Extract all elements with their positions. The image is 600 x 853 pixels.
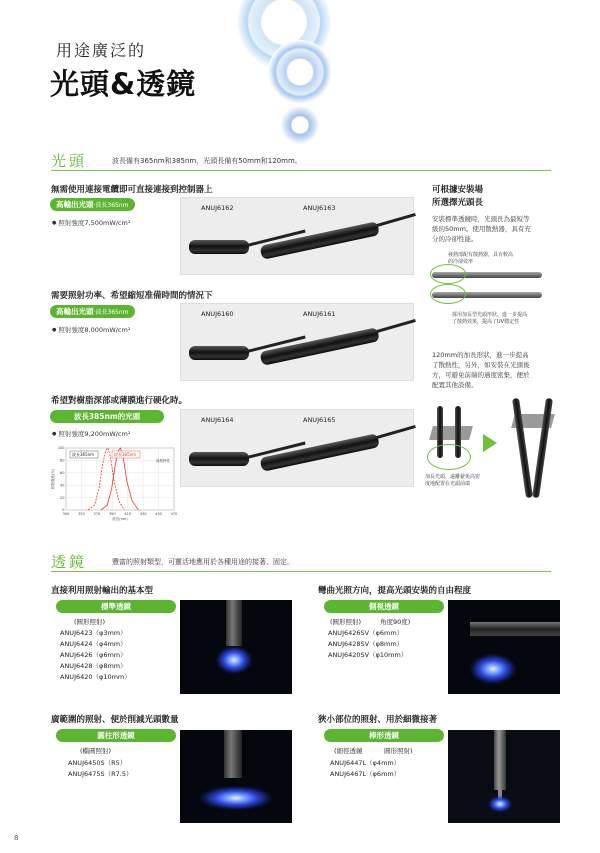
q1-sub: (圓形照射) [74,618,106,626]
note1-line: 的冷卻效率 [448,259,474,265]
right-text1-line: 分的冷卻性能。 [432,235,478,243]
q4-photo [448,730,560,823]
list-item: ANUJ6428SV（φ8mm） [328,640,404,648]
block1-bullet: ● 照射強度7,500mW/cm² [52,218,130,227]
block1-pill-sub: ‧波長365nm [93,202,129,209]
q3-light-spot [200,786,272,810]
note3-line: 度地配置在光頭前端 [425,481,471,487]
block3-photo [180,409,414,487]
right-text1-line: 級的50mm。使用散熱器，具有充 [432,225,531,233]
q4-sub1: (細徑透鏡 [334,747,363,755]
block2-bullet: ● 照射強度8,000mW/cm² [52,325,130,334]
block3-pill: 波長385nm的光頭 [50,410,164,423]
chart-x-tick: 350 [78,512,85,516]
q3-sub: (橢圓照射) [80,747,112,755]
q1-photo [180,600,292,694]
q4-heading: 狹小部位的照射、用於細微接著 [318,715,438,725]
list-item: ANUJ6423（φ3mm） [60,629,127,637]
block3-probe-long [260,433,380,472]
block1-pill-main: 高輸出光頭 [56,200,94,209]
list-item: ANUJ6428（φ8mm） [60,662,127,670]
q2-sub1: (圓形照射) [330,618,362,626]
q2-pill: 側視透鏡 [324,600,444,613]
q2-probe [470,622,560,636]
right-text2-line: 120mm的加長形狀，進一步提高 [432,351,529,359]
section-heads-rule [51,170,551,171]
placement-diagram [425,394,555,514]
block1-probe-long [260,221,380,260]
list-item: ANUJ6467L（φ6mm） [330,770,401,778]
block2-product-a: ANUJ6160 [201,310,234,318]
note2-line: 採用加長型光頭形狀，進一步提高 [452,312,528,318]
q2-photo [448,600,560,694]
chart-y-tick: 60 [60,471,65,475]
q2-sub2: 角度90度) [380,618,411,626]
q2-list [328,628,407,661]
page-title: 光頭&透鏡 [50,67,197,101]
block2-product-b: ANUJ6161 [303,310,336,318]
q1-list [60,628,131,683]
block1-pill [50,198,135,211]
block2-pill-sub: ‧波長365nm [93,309,129,316]
block3-probe-short [189,452,249,466]
page-number: 8 [14,834,19,842]
chart-y-tick: 100 [57,446,65,451]
section-lens-label: 透鏡 [51,553,88,571]
section-lens-desc: 豐富的照射類型，可靈活地應用於各種用途的接著、固定。 [112,558,294,566]
block1-probe-short [189,240,249,254]
q2-light-spot [470,654,516,684]
q2-heading: 彎曲光照方向，提高光頭安裝的自由程度 [318,586,472,596]
chart-legend-item: 波長365nm [72,452,95,457]
chart-x-tick: 390 [108,512,116,516]
decor-circle-small [281,106,319,144]
list-item: ANUJ6450S（R5） [68,759,127,767]
chart-y-tick: 40 [60,483,65,488]
block1-product-a: ANUJ6162 [201,204,234,212]
arrow-icon [483,434,497,452]
list-item: ANUJ6475S（R7.5） [68,770,133,778]
probe-right-b [532,398,553,498]
list-item: ANUJ6420SV（φ10mm） [328,651,408,659]
chart-y-label: 相對強度(%) [51,468,55,490]
q1-heading: 直接利用照射輸出的基本型 [51,586,154,596]
block2-probe-short [189,346,249,360]
note1-line: 發熱部配有散熱器，具有較高 [448,252,514,258]
highlight-ring-left [427,444,471,470]
block2-pill-main: 高輸出光頭 [56,307,94,316]
q3-photo [180,730,292,823]
chart-y-tick: 80 [60,458,65,463]
note2 [452,312,527,326]
note2-line: 了散熱效果，提高了UV穩定性 [452,319,520,325]
right-text2-line: 了散熱性，另外，如安裝在光頭後 [432,361,530,369]
spectrum-chart [50,444,180,526]
section-heads-label: 光頭 [51,152,88,170]
block3-cable-long [377,425,416,439]
chart-legend-item: 波長385nm [114,452,137,457]
right-text2-line: 方，可避免前端的過度密集，便於 [432,371,530,379]
chart-x-tick: 370 [93,512,101,516]
right-text2 [432,350,530,390]
block2-probe-long [260,327,380,366]
right-text1 [432,214,531,244]
q3-pill: 圓柱形透鏡 [56,729,176,742]
list-item: ANUJ6426（φ6mm） [60,651,127,659]
right-heading-line1: 可根據安裝場 [432,185,484,195]
block1-heading: 無需使用連接電纜即可直接連接到控制器上 [51,185,213,195]
block3-product-b: ANUJ6165 [303,416,336,424]
probe-right-a [512,398,533,498]
q1-pill: 標準透鏡 [56,600,176,613]
decor-circle-mid [268,40,332,104]
chart-y-tick: 0 [62,508,65,513]
mount-block-left [429,426,473,440]
page-subtitle: 用途廣泛的 [56,41,147,60]
q4-sub2: 圓形照射) [384,747,413,755]
block2-heading: 需要照射功率、希望縮短准備時間的情況下 [51,291,213,301]
list-item: ANUJ6447L（φ4mm） [330,759,401,767]
heatsink-diagram [430,252,550,342]
section-lens-rule [51,571,551,572]
section-heads-desc: 波長備有365nm和385nm，光頭長備有50mm和120mm。 [112,157,302,165]
block2-photo [180,303,414,381]
q1-probe [226,600,242,646]
block2-pill [50,305,135,318]
block2-cable-long [377,319,416,333]
chart-x-tick: 430 [139,512,147,516]
block3-product-a: ANUJ6164 [201,416,234,424]
q4-pill: 棒形透鏡 [324,729,444,742]
chart-x-tick: 410 [124,512,132,516]
q1-light-spot [216,646,252,674]
diagram-highlight-ring2 [430,284,466,304]
block1-product-b: ANUJ6163 [303,204,336,212]
chart-x-label: 波長(nm) [112,517,128,521]
q4-probe [494,730,506,790]
block3-bullet: ● 照射強度9,200mW/cm² [52,429,130,438]
block3-heading: 希望對樹脂深部或薄膜進行硬化時。 [51,396,188,406]
diagram-highlight-ring1 [430,264,466,284]
note3 [425,474,480,488]
q3-list [68,758,133,780]
note3-line: 加長光頭，遠離避免高密 [425,474,481,480]
q3-heading: 廣範圍的照射、便於削減光頭數量 [51,715,179,725]
q4-list [330,758,400,780]
list-item: ANUJ6424（φ4mm） [60,640,127,648]
right-heading-line2: 所選擇光頭長 [432,198,484,208]
chart-x-tick: 300 [62,512,70,516]
chart-x-tick: 450 [155,512,162,516]
note1 [448,252,513,266]
q4-light-spot [488,796,512,812]
block1-photo [180,197,414,275]
chart-annotation: 典型特性 [156,459,170,463]
chart-x-tick: 470 [170,512,178,516]
right-text1-line: 安裝標準透鏡時，光頭長為最短等 [432,215,530,223]
q3-probe [224,730,242,778]
chart-y-tick: 20 [60,495,65,500]
block1-cable-long [377,213,416,227]
list-item: ANUJ6420（φ10mm） [60,673,131,681]
list-item: ANUJ6426SV（φ6mm） [328,629,404,637]
right-text2-line: 配置其他設備。 [432,381,478,389]
